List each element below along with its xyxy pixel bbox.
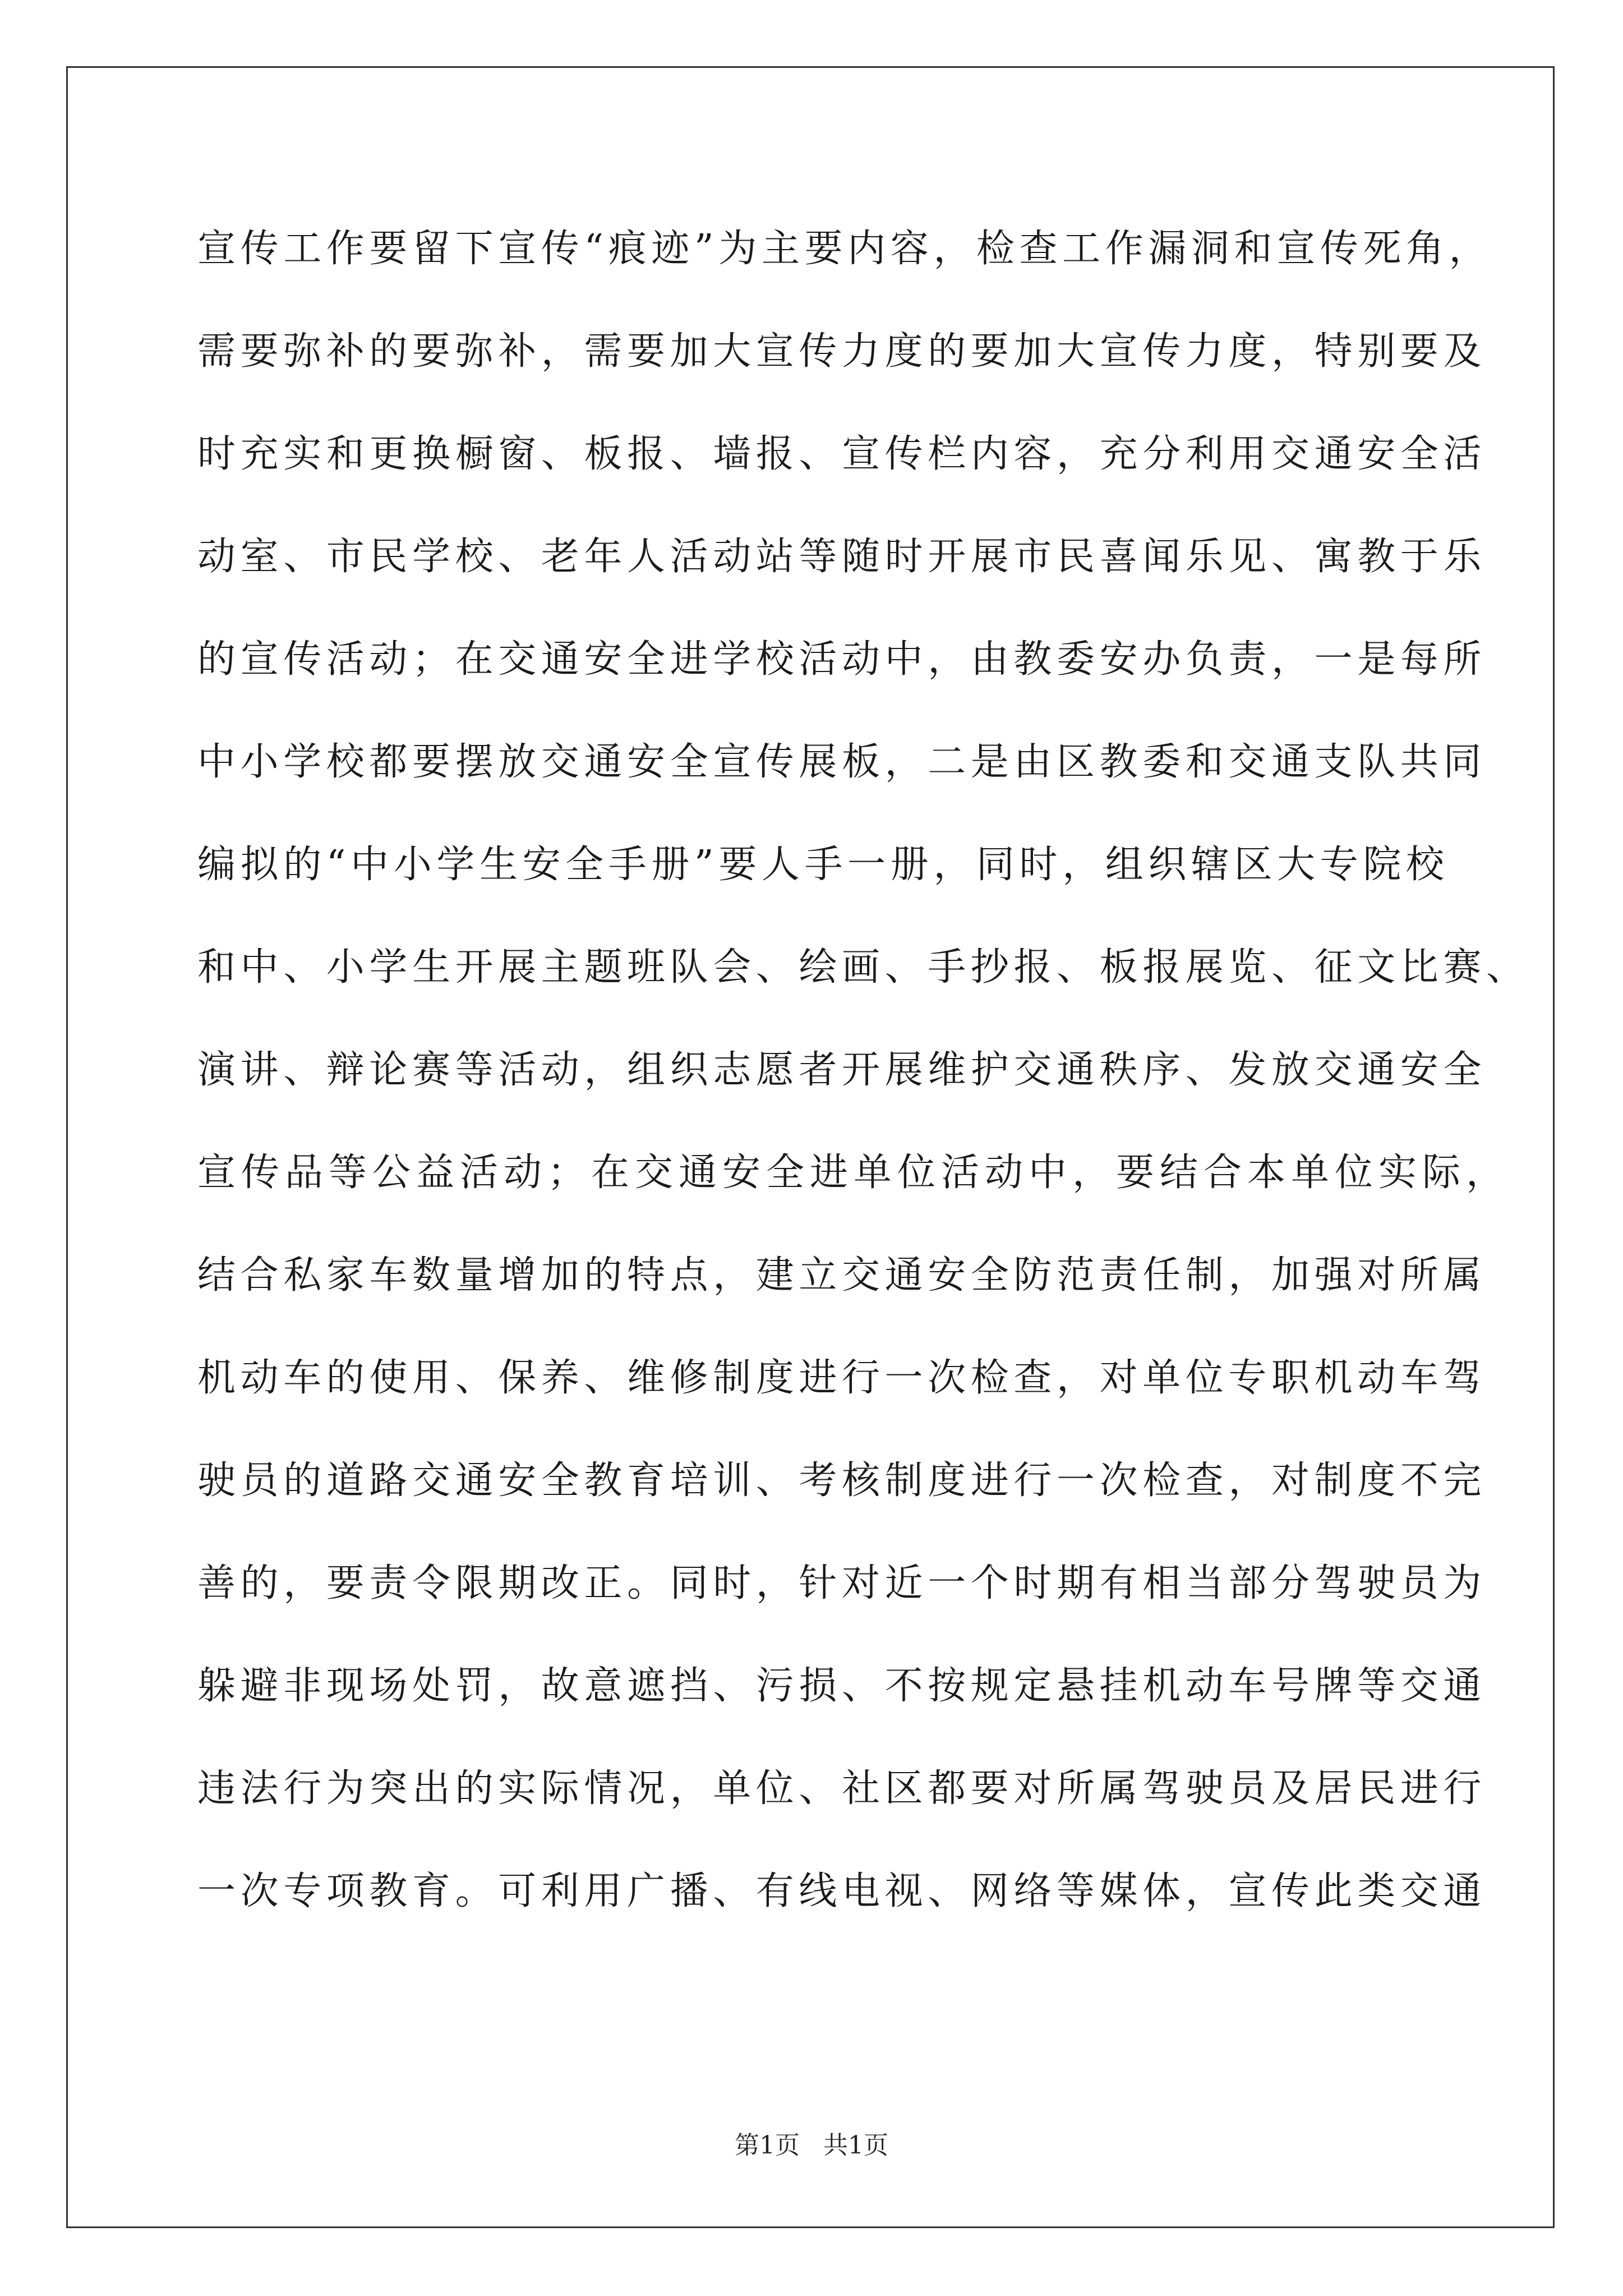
text-line-1: 宣传工作要留下宣传“痕迹”为主要内容，检查工作漏洞和宣传死角，	[197, 227, 1492, 271]
text-line-16: 违法行为突出的实际情况，单位、社区都要对所属驾驶员及居民进行	[197, 1766, 1487, 1811]
text-line-14: 善的，要责令限期改正。同时，针对近一个时期有相当部分驾驶员为	[197, 1561, 1487, 1605]
text-line-15: 躲避非现场处罚，故意遮挡、污损、不按规定悬挂机动车号牌等交通	[197, 1664, 1487, 1708]
text-line-9: 演讲、辩论赛等活动，组织志愿者开展维护交通秩序、发放交通安全	[197, 1048, 1487, 1092]
text-line-5: 的宣传活动；在交通安全进学校活动中，由教委安办负责，一是每所	[197, 637, 1487, 682]
text-line-4: 动室、市民学校、老年人活动站等随时开展市民喜闻乐见、寓教于乐	[197, 535, 1487, 579]
text-line-10: 宣传品等公益活动；在交通安全进单位活动中，要结合本单位实际，	[197, 1151, 1510, 1195]
text-line-17: 一次专项教育。可利用广播、有线电视、网络等媒体，宣传此类交通	[197, 1869, 1487, 1913]
text-line-2: 需要弥补的要弥补，需要加大宣传力度的要加大宣传力度，特别要及	[197, 329, 1487, 374]
text-line-3: 时充实和更换橱窗、板报、墙报、宣传栏内容，充分利用交通安全活	[197, 432, 1487, 476]
text-line-13: 驶员的道路交通安全教育培训、考核制度进行一次检查，对制度不完	[197, 1458, 1487, 1503]
text-line-12: 机动车的使用、保养、维修制度进行一次检查，对单位专职机动车驾	[197, 1356, 1487, 1400]
text-line-6: 中小学校都要摆放交通安全宣传展板，二是由区教委和交通支队共同	[197, 740, 1487, 784]
body-text	[197, 197, 1529, 1943]
text-line-8: 和中、小学生开展主题班队会、绘画、手抄报、板报展览、征文比赛、	[197, 945, 1529, 990]
page-number-footer: 第1页 共1页	[735, 2131, 888, 2160]
text-line-11: 结合私家车数量增加的特点，建立交通安全防范责任制，加强对所属	[197, 1253, 1487, 1297]
text-line-7: 编拟的“中小学生安全手册”要人手一册，同时，组织辖区大专院校	[197, 843, 1449, 887]
